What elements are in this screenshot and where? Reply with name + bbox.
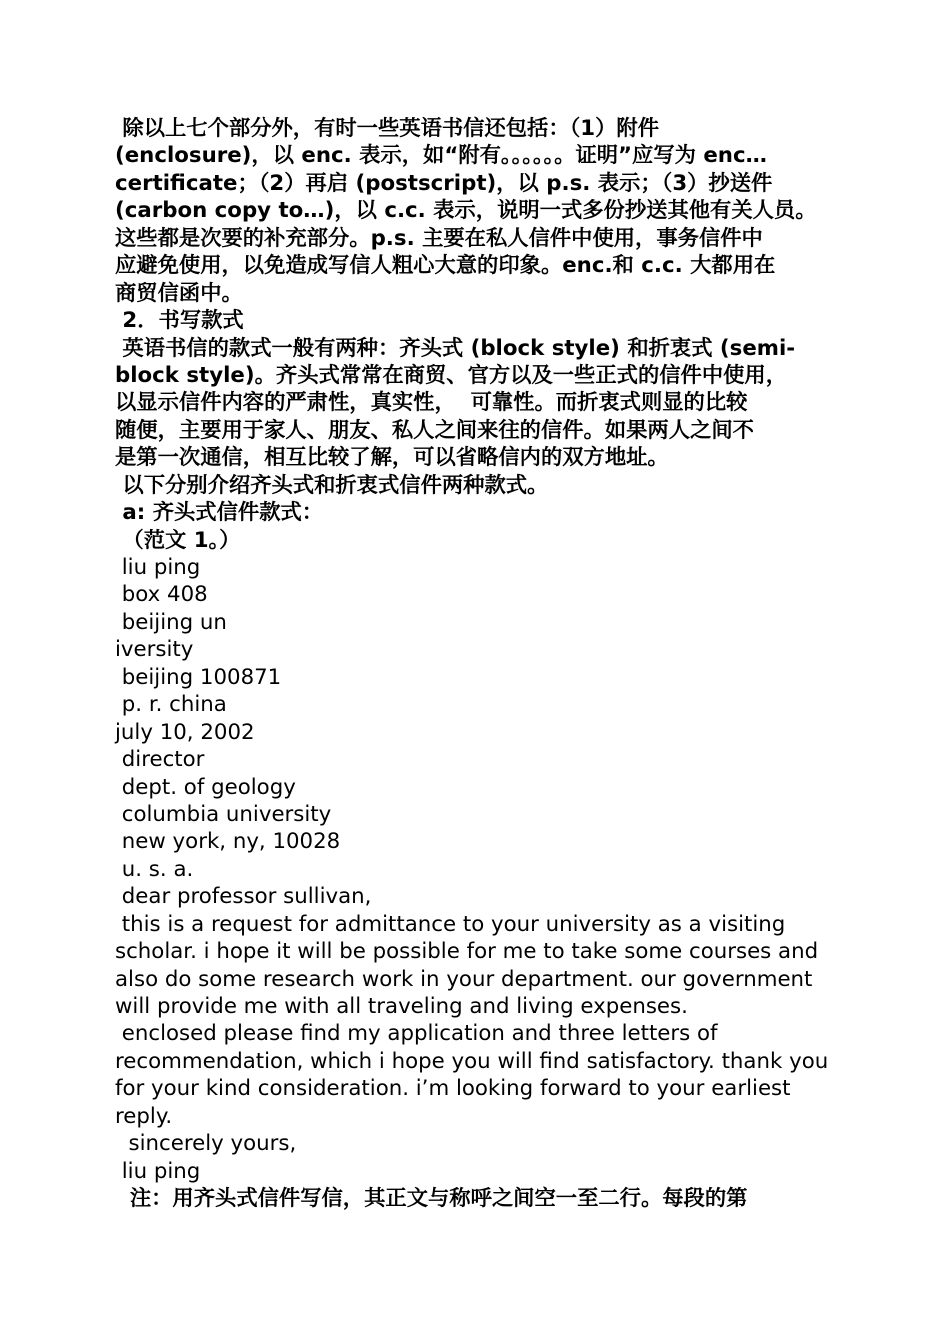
text-line: 是第一次通信，相互比较了解，可以省略信内的双方地址。 <box>115 445 669 471</box>
sender-address-line: box 408 <box>115 582 208 608</box>
text-line: 这些都是次要的补充部分。p.s. 主要在私人信件中使用，事务信件中 <box>115 225 763 251</box>
salutation: dear professor sullivan, <box>115 884 372 910</box>
letter-body-line: scholar. i hope it will be possible for me to take some courses and <box>115 939 819 965</box>
recipient-address-line: director <box>115 747 205 773</box>
text-line: (enclosure)，以 enc. 表示，如“附有。。。。。。证明”应写为 enc… <box>115 143 767 169</box>
recipient-address-line: new york, ny, 10028 <box>115 829 341 855</box>
note-line: 注：用齐头式信件写信，其正文与称呼之间空一至二行。每段的第 <box>115 1186 748 1212</box>
sample-heading: （范文 1。） <box>115 527 241 553</box>
sender-address-line: p. r. china <box>115 692 227 718</box>
section-heading: 2．书写款式 <box>115 308 244 334</box>
document-body <box>115 115 837 1213</box>
sender-address-line: beijing 100871 <box>115 664 282 690</box>
complimentary-close: sincerely yours, <box>115 1131 297 1157</box>
text-line: 商贸信函中。 <box>115 280 243 306</box>
text-line: 随便，主要用于家人、朋友、私人之间来往的信件。如果两人之间不 <box>115 417 754 443</box>
letter-date: july 10, 2002 <box>115 719 255 745</box>
sender-address-line: beijing un <box>115 609 227 635</box>
text-line: certificate；（2）再启 (postscript)，以 p.s. 表示；（3）抄送件 <box>115 170 773 196</box>
text-line: block style)。齐头式常常在商贸、官方以及一些正式的信件中使用， <box>115 362 788 388</box>
text-line: 以下分别介绍齐头式和折衷式信件两种款式。 <box>115 472 549 498</box>
recipient-address-line: columbia university <box>115 801 332 827</box>
sender-address-line: iversity <box>115 637 194 663</box>
text-line: (carbon copy to…)，以 c.c. 表示，说明一式多份抄送其他有关人员。 <box>115 198 817 224</box>
letter-body-line: also do some research work in your department. our government <box>115 966 813 992</box>
recipient-address-line: dept. of geology <box>115 774 296 800</box>
text-line: 除以上七个部分外，有时一些英语书信还包括：（1）附件 <box>115 116 660 141</box>
text-line: 应避免使用，以免造成写信人粗心大意的印象。enc.和 c.c. 大都用在 <box>115 253 776 279</box>
signature-name: liu ping <box>115 1158 201 1184</box>
letter-body-line: for your kind consideration. i’m looking forward to your earliest <box>115 1076 791 1102</box>
subsection-heading: a: 齐头式信件款式： <box>115 500 324 526</box>
text-line: 以显示信件内容的严肃性，真实性， 可靠性。而折衷式则显的比较 <box>115 390 748 416</box>
letter-body-line: recommendation, which i hope you will find satisfactory. thank you <box>115 1048 829 1074</box>
text-line: 英语书信的款式一般有两种：齐头式 (block style) 和折衷式 (semi- <box>115 335 796 361</box>
letter-body-line: enclosed please find my application and three letters of <box>115 1021 718 1047</box>
recipient-address-line: u. s. a. <box>115 856 194 882</box>
letter-body-line: this is a request for admittance to your university as a visiting <box>115 911 786 937</box>
letter-body-line: reply. <box>115 1103 173 1129</box>
letter-body-line: will provide me with all traveling and living expenses. <box>115 994 688 1019</box>
sender-name: liu ping <box>115 555 201 580</box>
